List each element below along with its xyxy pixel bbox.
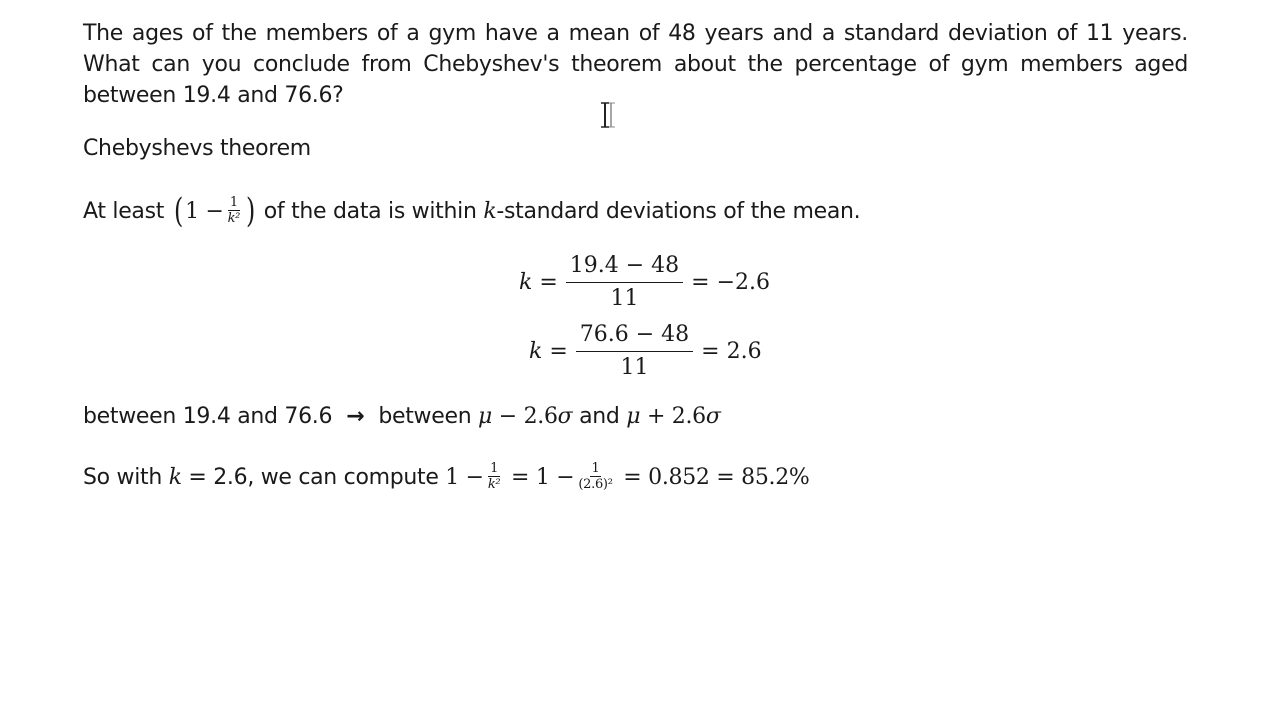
conclusion-line: So with k = 2.6, we can compute 1 − $\frac{1}{\text{k²}}$ = 1 − $\frac{1}{\text{(2.6)²}}$ = 0.852 = 85.2% [83, 461, 810, 492]
question-text: The ages of the members of a gym have a mean of 48 years and a standard deviation of 11 years. What can you conclude from Chebyshev's theorem about the percentage of gym members aged between 19.4 and 76.6? [83, 21, 1188, 108]
right-paren: ) [246, 191, 256, 231]
left-paren: ( [174, 191, 184, 231]
fraction: $\frac{76.6 - 48}{11}$ [576, 323, 693, 380]
fraction-one-over-k-squared: $\frac{1}{\text{k²}}$ [487, 461, 501, 492]
equation-k-upper: k = $\frac{76.6 - 48}{11}$ = 2.6 [529, 322, 762, 380]
fraction: $\frac{19.4 - 48}{11}$ [566, 254, 683, 311]
theorem-one-minus: 1 − [185, 198, 224, 224]
section-heading: Chebyshevs theorem [83, 136, 311, 161]
text-ibeam-cursor-icon [598, 100, 622, 130]
theorem-fraction: $\frac{1}{\text{k²}}$ [227, 195, 241, 226]
range-conversion: between 19.4 and 76.6 → between μ − 2.6 σ and μ + 2.6 σ [83, 404, 721, 429]
fraction-one-over-2-6-squared: $\frac{1}{\text{(2.6)²}}$ [578, 461, 613, 492]
theorem-statement: At least ( 1 − $\frac{1}{\text{k²}}$ ) of the data is within k -standard deviations of the mean. [83, 191, 861, 231]
final-result: = 0.852 = 85.2% [616, 464, 810, 490]
equation-k-lower: k = $\frac{19.4 - 48}{11}$ = −2.6 [519, 253, 771, 311]
k-variable: k [483, 198, 497, 224]
theorem-prefix: At least [83, 198, 165, 224]
arrow-right-icon: → [346, 404, 365, 429]
